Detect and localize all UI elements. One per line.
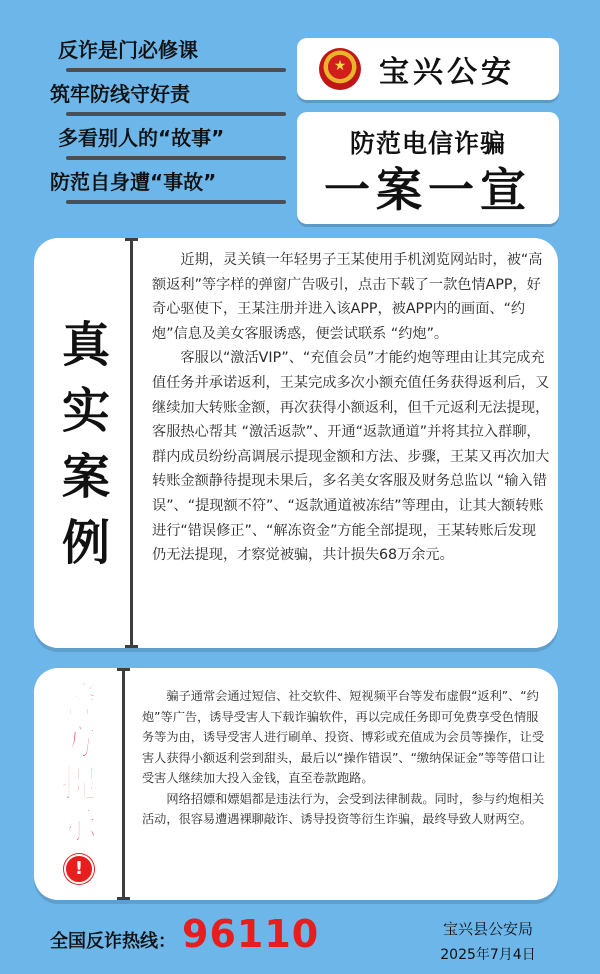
case-paragraph-1: 近期，灵关镇一年轻男子王某使用手机浏览网站时，被“高额返利”等字样的弹窗广告吸引，点击下载了一款色情APP，好奇心驱使下，王某注册并进入该APP，被APP内的画面、“约炮”信息及美女客服诱惑，便尝试联系 “约炮”。	[152, 252, 543, 342]
warning-heading-char: 提	[60, 764, 97, 805]
case-heading-char: 真	[61, 317, 110, 373]
slogan-2: 筑牢防线守好责	[46, 78, 278, 122]
warning-divider	[122, 668, 125, 900]
slogan-4: 防范自身遭“事故”	[46, 166, 278, 210]
footer-date: 2025年7月4日	[440, 947, 536, 963]
case-heading-char: 案	[61, 449, 110, 505]
case-panel	[34, 238, 558, 648]
warning-heading-char: 警	[60, 680, 97, 721]
case-paragraph-2: 客服以“激活VIP”、“充值会员”才能约炮等理由让其完成充值任务并承诺返利，王某完成多次小额充值任务获得返利后，又继续加大转账金额，再次获得小额返利，但千元返利无法提现，客服热心帮其 “激活返款”、开通“返款通道”并将其拉入群聊，群内成员纷纷高调展示提现金额和方法、步骤，王某又再次加大转账金额静待提现未果后，多名美女客服及财务总监以 “输入错误”、“提现额不符”、“返款通道被冻结”等理由，让其大额转账进行“错误修正”、“解冻资金”方能全部提现，王某转账后发现仍无法提现，才察觉被骗，共计损失68万余元。	[152, 350, 550, 564]
brand-card	[297, 38, 559, 100]
hotline-label: 全国反诈热线：	[50, 931, 176, 952]
case-heading-char: 例	[61, 515, 110, 571]
hotline	[50, 912, 319, 956]
slogan-1: 反诈是门必修课	[46, 34, 278, 78]
slogan-3: 多看别人的“故事”	[46, 122, 278, 166]
footer-organization: 宝兴县公安局	[442, 920, 533, 938]
warning-heading-char: 示	[60, 806, 97, 847]
hotline-number[interactable]: 96110	[182, 912, 320, 956]
title-main: 一案一宣	[324, 163, 532, 217]
slogan-list	[46, 34, 278, 210]
warning-paragraph-1: 骗子通常会通过短信、社交软件、短视频平台等发布虚假“返利”、“约炮”等广告，诱导受害人下载诈骗软件，再以完成任务即可免费享受色情服务等为由，诱导受害人进行刷单、投资、博彩或充值成为会员等操作，让受害人获得小额返利尝到甜头，最后以“操作错误”、“缴纳保证金”等等借口让受害人继续加大投入金钱，直至卷款跑路。	[142, 689, 546, 785]
police-emblem-icon: ★	[319, 48, 361, 90]
warning-body	[142, 686, 546, 830]
exclamation-icon: !	[64, 854, 94, 884]
case-body	[152, 248, 550, 568]
case-heading	[50, 312, 122, 576]
warning-paragraph-2: 网络招嫖和嫖娼都是违法行为，会受到法律制裁。同时，参与约炮相关活动，很容易遭遇裸聊敲诈、诱导投资等衍生诈骗，最终导致人财两空。	[142, 791, 545, 826]
case-divider	[130, 238, 133, 648]
warning-heading	[50, 680, 108, 848]
warning-panel	[34, 668, 558, 900]
case-heading-char: 实	[61, 383, 110, 439]
title-card	[297, 112, 559, 224]
title-subtitle: 防范电信诈骗	[349, 129, 506, 158]
brand-name: 宝兴公安	[379, 55, 515, 90]
warning-heading-char: 方	[60, 722, 97, 763]
